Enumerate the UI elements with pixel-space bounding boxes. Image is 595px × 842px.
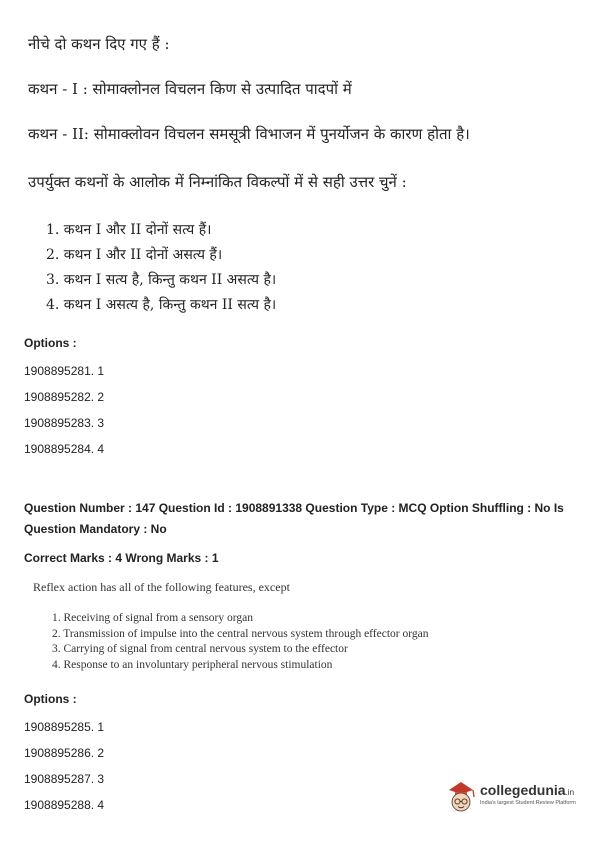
hindi-choice: 4. कथन I असत्य है, किन्तु कथन II सत्य है। [46,297,277,313]
option-item: 1908895281. 1 [24,364,105,378]
option-item: 1908895285. 1 [24,720,105,734]
hindi-choice-list [46,218,276,318]
hindi-statement-1: कथन - I : सोमाक्लोनल विचलन किण से उत्पादित पादपों में [28,80,352,98]
english-choice: 3. Carrying of signal from central nervous system to the effector [52,643,348,655]
collegedunia-logo [444,778,584,818]
hindi-choice: 1. कथन I और II दोनों सत्य हैं। [46,222,212,238]
options-label: Options : [24,336,77,350]
hindi-intro: नीचे दो कथन दिए गए हैं : [28,35,170,53]
options-label: Options : [24,692,77,706]
english-choice-list [52,611,428,673]
english-question-stem: Reflex action has all of the following features, except [33,580,290,594]
english-choice: 4. Response to an involuntary peripheral nervous stimulation [52,658,333,671]
marks-line: Correct Marks : 4 Wrong Marks : 1 [24,551,219,565]
option-item: 1908895288. 4 [24,798,105,812]
option-item: 1908895283. 3 [24,416,105,430]
logo-brand: collegedunia.in [480,782,575,798]
logo-tagline: India's largest Student Review Platform [480,800,576,806]
english-choice: 1. Receiving of signal from a sensory organ [52,612,253,624]
mascot-icon [444,778,478,814]
hindi-choice: 2. कथन I और II दोनों असत्य हैं। [46,247,223,263]
question-meta: Question Number : 147 Question Id : 1908891338 Question Type : MCQ Option Shuffling : No Is Question Mandatory : No [24,501,564,536]
option-item: 1908895286. 2 [24,746,105,760]
logo-tld: .in [565,788,575,797]
english-choice: 2. Transmission of impulse into the central nervous system through effector organ [52,627,429,640]
hindi-statement-2: कथन - II: सोमाक्लोवन विचलन समसूत्री विभाजन में पुनर्योजन के कारण होता है। [28,125,470,143]
option-item: 1908895282. 2 [24,390,105,404]
hindi-choice: 3. कथन I सत्य है, किन्तु कथन II असत्य है। [46,272,277,288]
option-item: 1908895284. 4 [24,442,105,456]
option-item: 1908895287. 3 [24,772,105,786]
hindi-instruction: उपर्युक्त कथनों के आलोक में निम्नांकित विकल्पों में से सही उत्तर चुनें : [28,173,407,191]
